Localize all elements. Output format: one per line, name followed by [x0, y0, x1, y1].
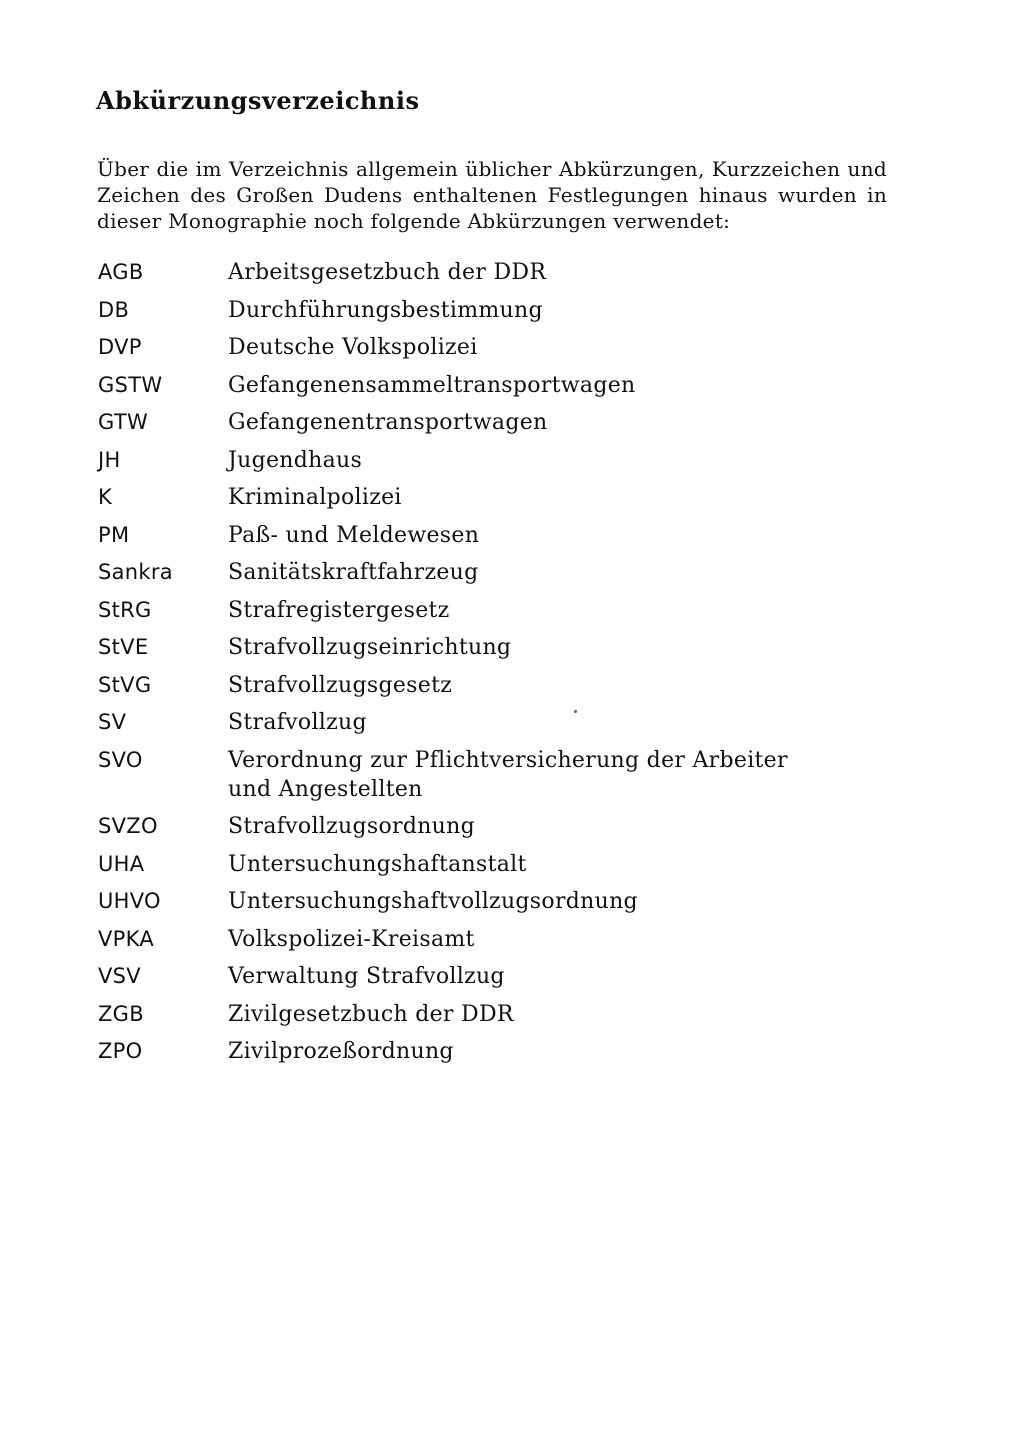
abbreviation-long: Untersuchungshaftvollzugsordnung — [228, 889, 638, 914]
abbreviation-entry — [98, 962, 898, 991]
abbreviation-long: Untersuchungshaftanstalt — [228, 851, 527, 877]
abbreviation-entry — [98, 483, 898, 512]
abbreviation-long: Gefangenensammeltransportwagen — [228, 372, 636, 398]
abbreviation-long: Strafregistergesetz — [228, 597, 450, 623]
abbreviation-short: GSTW — [98, 372, 163, 397]
abbreviation-long: Kriminalpolizei — [228, 485, 402, 510]
abbreviation-entry — [98, 925, 898, 954]
page-title: Abkürzungsverzeichnis — [96, 86, 420, 115]
abbreviation-long: Strafvollzugsordnung — [228, 814, 476, 839]
abbreviation-long: Volkspolizei-Kreisamt — [228, 926, 475, 952]
abbreviation-short: DVP — [98, 335, 142, 359]
abbreviation-long: Gefangenentransportwagen — [228, 410, 548, 435]
abbreviation-entry — [98, 596, 898, 625]
scan-speck — [574, 710, 577, 713]
abbreviation-entry — [98, 850, 898, 879]
abbreviation-long: Strafvollzugsgesetz — [228, 672, 453, 698]
abbreviation-entry — [98, 671, 898, 700]
abbreviation-long: Strafvollzugseinrichtung — [228, 635, 512, 660]
abbreviation-entry — [98, 812, 898, 841]
abbreviation-short: DB — [98, 297, 130, 322]
abbreviation-short: VPKA — [98, 926, 154, 951]
abbreviation-long: Verwaltung Strafvollzug — [228, 964, 505, 989]
abbreviation-long: Arbeitsgesetzbuch der DDR — [228, 260, 547, 285]
abbreviation-long: Strafvollzug — [228, 710, 367, 735]
intro-paragraph: Über die im Verzeichnis allgemein üblicher Abkürzungen, Kurzzeichen und Zeichen des Großen Dudens enthaltenen Festlegungen hinaus wurden in dieser Monographie noch folgende Abkürzungen verwendet: — [97, 157, 887, 233]
abbreviation-short: PM — [98, 522, 130, 547]
abbreviation-entry — [98, 446, 898, 475]
abbreviation-short: ZPO — [98, 1039, 143, 1063]
abbreviation-long: Verordnung zur Pflichtversicherung der Arbeiter und Angestellten — [228, 747, 788, 802]
abbreviation-long: Paß- und Meldewesen — [228, 522, 480, 548]
abbreviation-list — [98, 258, 898, 1075]
abbreviation-long: Zivilprozeßordnung — [228, 1039, 454, 1064]
abbreviation-entry — [98, 708, 898, 737]
abbreviation-short: SVO — [98, 747, 143, 772]
abbreviation-entry — [98, 558, 898, 587]
abbreviation-short: ZGB — [98, 1001, 144, 1026]
abbreviation-entry — [98, 746, 898, 804]
abbreviation-short: UHA — [98, 851, 145, 876]
abbreviation-short: K — [98, 485, 113, 509]
abbreviation-entry — [98, 258, 898, 287]
abbreviation-short: SVZO — [98, 814, 158, 838]
abbreviation-short: Sankra — [98, 560, 173, 584]
abbreviation-entry — [98, 408, 898, 437]
abbreviation-short: UHVO — [98, 889, 161, 913]
abbreviation-long: Durchführungsbestimmung — [228, 297, 543, 323]
abbreviation-entry — [98, 521, 898, 550]
abbreviation-entry — [98, 1037, 898, 1066]
abbreviation-short: GTW — [98, 410, 149, 434]
abbreviation-long: Sanitätskraftfahrzeug — [228, 560, 479, 585]
abbreviation-entry — [98, 633, 898, 662]
abbreviation-short: VSV — [98, 964, 141, 988]
abbreviation-long: Jugendhaus — [228, 447, 363, 473]
abbreviation-long: Deutsche Volkspolizei — [228, 335, 478, 360]
abbreviation-entry — [98, 333, 898, 362]
abbreviation-entry — [98, 296, 898, 325]
abbreviation-entry — [98, 887, 898, 916]
abbreviation-long: Zivilgesetzbuch der DDR — [228, 1001, 514, 1027]
abbreviation-short: SV — [98, 710, 127, 734]
abbreviation-entry — [98, 371, 898, 400]
abbreviation-short: StVG — [98, 672, 152, 697]
abbreviation-short: AGB — [98, 260, 144, 284]
abbreviation-short: StRG — [98, 597, 152, 622]
abbreviation-short: JH — [98, 447, 121, 472]
abbreviation-entry — [98, 1000, 898, 1029]
abbreviation-short: StVE — [98, 635, 149, 659]
